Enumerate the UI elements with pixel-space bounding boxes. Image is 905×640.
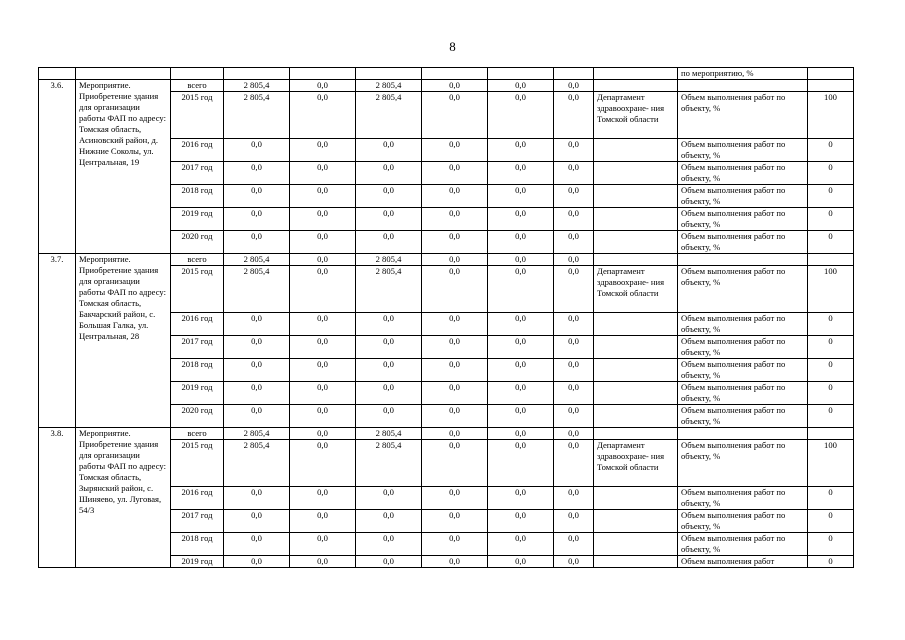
amount-cell-extra: 0,0 [554,162,594,185]
amount-cell-fed: 0,0 [290,254,356,266]
indicator-cell: Объем выполнения работ по объекту, % [678,266,808,313]
amount-cell-fed: 0,0 [290,139,356,162]
year-cell: 2019 год [171,556,224,568]
amount-cell-reg: 2 805,4 [356,266,422,313]
indicator-cell: Объем выполнения работ по объекту, % [678,510,808,533]
executor-cell [594,382,678,405]
indicator-value-cell: 0 [808,336,854,359]
amount-cell-fed: 0,0 [290,92,356,139]
section-number: 3.7. [39,254,76,428]
amount-cell-oth: 0,0 [488,254,554,266]
executor-cell [594,556,678,568]
amount-cell-reg: 2 805,4 [356,428,422,440]
executor-cell [594,313,678,336]
amount-cell-extra: 0,0 [554,487,594,510]
amount-cell-total: 0,0 [224,382,290,405]
executor-cell [594,359,678,382]
indicator-value-cell: 0 [808,162,854,185]
table-row [39,80,854,92]
indicator-value-cell: 0 [808,510,854,533]
amount-cell-reg: 2 805,4 [356,440,422,487]
amount-cell-extra: 0,0 [554,336,594,359]
year-cell: 2017 год [171,336,224,359]
executor-cell [594,336,678,359]
amount-cell-reg: 0,0 [356,185,422,208]
amount-cell-total: 2 805,4 [224,254,290,266]
amount-cell-total: 0,0 [224,533,290,556]
indicator-value-cell: 0 [808,405,854,428]
amount-cell-oth: 0,0 [488,185,554,208]
amount-cell-fed: 0,0 [290,405,356,428]
amount-cell-total: 0,0 [224,510,290,533]
amount-cell-total: 2 805,4 [224,266,290,313]
amount-cell-reg: 0,0 [356,208,422,231]
indicator-cell: по мероприятию, % [678,68,808,80]
executor-cell [594,162,678,185]
year-cell: 2015 год [171,92,224,139]
amount-cell-oth: 0,0 [488,80,554,92]
amount-cell-fed: 0,0 [290,359,356,382]
indicator-cell: Объем выполнения работ по объекту, % [678,336,808,359]
year-cell: 2016 год [171,313,224,336]
indicator-cell: Объем выполнения работ по объекту, % [678,185,808,208]
amount-cell-total: 0,0 [224,487,290,510]
amount-cell-oth: 0,0 [488,162,554,185]
executor-cell [594,185,678,208]
amount-cell-reg: 0,0 [356,382,422,405]
amount-cell-total: 0,0 [224,208,290,231]
indicator-value-cell [808,428,854,440]
table-row [39,428,854,440]
amount-cell-reg: 0,0 [356,313,422,336]
amount-cell-fed: 0,0 [290,208,356,231]
indicator-cell: Объем выполнения работ по объекту, % [678,382,808,405]
executor-cell [594,405,678,428]
amount-cell-loc: 0,0 [422,382,488,405]
amount-cell-loc: 0,0 [422,359,488,382]
amount-cell-extra: 0,0 [554,359,594,382]
amount-cell-loc: 0,0 [422,556,488,568]
amount-cell-fed: 0,0 [290,533,356,556]
amount-cell-oth: 0,0 [488,533,554,556]
amount-cell-fed: 0,0 [290,510,356,533]
indicator-value-cell: 100 [808,92,854,139]
section-title: Мероприятие. Приобретение здания для организации работы ФАП по адресу: Томская область, Зырянский район, с. Шиняево, ул. Луговая, 54/3 [76,428,171,568]
amount-cell-fed: 0,0 [290,487,356,510]
amount-cell-reg: 0,0 [356,336,422,359]
amount-cell-total: 0,0 [224,139,290,162]
amount-cell-loc: 0,0 [422,80,488,92]
amount-cell-extra: 0,0 [554,266,594,313]
executor-cell [594,533,678,556]
amount-cell-extra: 0,0 [554,231,594,254]
indicator-cell: Объем выполнения работ по объекту, % [678,92,808,139]
executor-cell [594,510,678,533]
amount-cell-fed: 0,0 [290,313,356,336]
amount-cell-oth: 0,0 [488,440,554,487]
indicator-value-cell [808,254,854,266]
amount-cell-reg: 0,0 [356,359,422,382]
indicator-value-cell: 0 [808,556,854,568]
year-cell: всего [171,254,224,266]
amount-cell-extra: 0,0 [554,533,594,556]
year-cell: 2016 год [171,487,224,510]
amount-cell-loc: 0,0 [422,266,488,313]
indicator-value-cell: 100 [808,266,854,313]
executor-cell [594,428,678,440]
amount-cell-total: 0,0 [224,336,290,359]
executor-cell [594,80,678,92]
amount-cell-total: 0,0 [224,313,290,336]
amount-cell-loc: 0,0 [422,533,488,556]
amount-cell-loc: 0,0 [422,428,488,440]
executor-cell [594,208,678,231]
amount-cell-oth: 0,0 [488,266,554,313]
amount-cell-fed: 0,0 [290,80,356,92]
executor-cell: Департамент здравоохране- ния Томской области [594,266,678,313]
amount-cell-oth: 0,0 [488,510,554,533]
amount-cell-loc: 0,0 [422,254,488,266]
executor-cell [594,487,678,510]
amount-cell-extra: 0,0 [554,313,594,336]
amount-cell-oth: 0,0 [488,556,554,568]
section-title: Мероприятие. Приобретение здания для организации работы ФАП по адресу: Томская область, Бакчарский район, с. Большая Галка, ул. Центральная, 28 [76,254,171,428]
amount-cell-reg: 0,0 [356,533,422,556]
amount-cell-extra: 0,0 [554,556,594,568]
year-cell: 2017 год [171,510,224,533]
amount-cell-reg: 2 805,4 [356,92,422,139]
executor-cell [594,139,678,162]
amount-cell-oth: 0,0 [488,313,554,336]
year-cell: 2019 год [171,382,224,405]
amount-cell-total: 0,0 [224,405,290,428]
indicator-cell: Объем выполнения работ [678,556,808,568]
indicator-cell: Объем выполнения работ по объекту, % [678,231,808,254]
executor-cell: Департамент здравоохране- ния Томской области [594,440,678,487]
indicator-cell [678,80,808,92]
amount-cell-fed: 0,0 [290,556,356,568]
amount-cell-loc: 0,0 [422,336,488,359]
indicator-value-cell: 0 [808,208,854,231]
indicator-cell: Объем выполнения работ по объекту, % [678,533,808,556]
amount-cell-reg: 0,0 [356,405,422,428]
indicator-value-cell: 0 [808,231,854,254]
year-cell: 2020 год [171,405,224,428]
amount-cell-oth: 0,0 [488,405,554,428]
section-number: 3.8. [39,428,76,568]
amount-cell-total: 0,0 [224,359,290,382]
amount-cell-total: 2 805,4 [224,92,290,139]
amount-cell-fed: 0,0 [290,428,356,440]
amount-cell-extra: 0,0 [554,92,594,139]
amount-cell-reg: 0,0 [356,231,422,254]
amount-cell-oth: 0,0 [488,92,554,139]
year-cell: 2015 год [171,440,224,487]
amount-cell-extra: 0,0 [554,185,594,208]
amount-cell-extra: 0,0 [554,440,594,487]
amount-cell-fed: 0,0 [290,231,356,254]
amount-cell-oth: 0,0 [488,208,554,231]
amount-cell-total: 0,0 [224,231,290,254]
amount-cell-extra: 0,0 [554,382,594,405]
amount-cell-total: 2 805,4 [224,80,290,92]
amount-cell-reg: 0,0 [356,556,422,568]
year-cell: 2020 год [171,231,224,254]
amount-cell-loc: 0,0 [422,139,488,162]
year-cell: 2015 год [171,266,224,313]
year-cell: 2017 год [171,162,224,185]
amount-cell-loc: 0,0 [422,440,488,487]
amount-cell-reg: 0,0 [356,487,422,510]
amount-cell-reg: 2 805,4 [356,254,422,266]
year-cell: всего [171,80,224,92]
amount-cell-extra: 0,0 [554,139,594,162]
table-header-continuation-row [39,68,854,80]
amount-cell-oth: 0,0 [488,382,554,405]
amount-cell-loc: 0,0 [422,162,488,185]
section-number: 3.6. [39,80,76,254]
amount-cell-oth: 0,0 [488,359,554,382]
amount-cell-total: 0,0 [224,185,290,208]
executor-cell: Департамент здравоохране- ния Томской области [594,92,678,139]
table-row [39,254,854,266]
amount-cell-oth: 0,0 [488,231,554,254]
amount-cell-oth: 0,0 [488,487,554,510]
amount-cell-extra: 0,0 [554,510,594,533]
amount-cell-total: 2 805,4 [224,440,290,487]
amount-cell-extra: 0,0 [554,428,594,440]
executor-cell [594,254,678,266]
amount-cell-fed: 0,0 [290,185,356,208]
year-cell: 2019 год [171,208,224,231]
indicator-cell: Объем выполнения работ по объекту, % [678,208,808,231]
indicator-cell: Объем выполнения работ по объекту, % [678,313,808,336]
indicator-value-cell: 0 [808,487,854,510]
indicator-value-cell: 0 [808,313,854,336]
indicator-value-cell: 0 [808,359,854,382]
amount-cell-reg: 2 805,4 [356,80,422,92]
amount-cell-reg: 0,0 [356,510,422,533]
year-cell: всего [171,428,224,440]
amount-cell-extra: 0,0 [554,208,594,231]
amount-cell-loc: 0,0 [422,487,488,510]
amount-cell-loc: 0,0 [422,185,488,208]
year-cell: 2018 год [171,185,224,208]
indicator-cell: Объем выполнения работ по объекту, % [678,487,808,510]
indicator-cell: Объем выполнения работ по объекту, % [678,405,808,428]
indicator-cell: Объем выполнения работ по объекту, % [678,359,808,382]
amount-cell-loc: 0,0 [422,208,488,231]
amount-cell-extra: 0,0 [554,254,594,266]
amount-cell-reg: 0,0 [356,162,422,185]
amount-cell-total: 2 805,4 [224,428,290,440]
amount-cell-fed: 0,0 [290,162,356,185]
amount-cell-oth: 0,0 [488,139,554,162]
amount-cell-oth: 0,0 [488,336,554,359]
section-title: Мероприятие. Приобретение здания для организации работы ФАП по адресу: Томская область, Асиновский район, д. Нижние Соколы, ул. Центральная, 19 [76,80,171,254]
indicator-value-cell: 0 [808,382,854,405]
amount-cell-oth: 0,0 [488,428,554,440]
page-number: 8 [449,39,456,54]
amount-cell-fed: 0,0 [290,440,356,487]
amount-cell-reg: 0,0 [356,139,422,162]
amount-cell-loc: 0,0 [422,510,488,533]
amount-cell-fed: 0,0 [290,266,356,313]
indicator-value-cell [808,80,854,92]
amount-cell-fed: 0,0 [290,382,356,405]
amount-cell-loc: 0,0 [422,92,488,139]
amount-cell-total: 0,0 [224,162,290,185]
executor-cell [594,231,678,254]
indicator-cell: Объем выполнения работ по объекту, % [678,440,808,487]
amount-cell-extra: 0,0 [554,80,594,92]
indicator-value-cell: 100 [808,440,854,487]
indicator-value-cell: 0 [808,533,854,556]
indicator-cell: Объем выполнения работ по объекту, % [678,162,808,185]
indicator-cell: Объем выполнения работ по объекту, % [678,139,808,162]
year-cell: 2016 год [171,139,224,162]
amount-cell-total: 0,0 [224,556,290,568]
amount-cell-loc: 0,0 [422,405,488,428]
program-table [38,67,854,568]
amount-cell-fed: 0,0 [290,336,356,359]
year-cell: 2018 год [171,359,224,382]
year-cell: 2018 год [171,533,224,556]
indicator-value-cell: 0 [808,139,854,162]
indicator-cell [678,428,808,440]
amount-cell-loc: 0,0 [422,231,488,254]
indicator-cell [678,254,808,266]
indicator-value-cell: 0 [808,185,854,208]
amount-cell-loc: 0,0 [422,313,488,336]
amount-cell-extra: 0,0 [554,405,594,428]
